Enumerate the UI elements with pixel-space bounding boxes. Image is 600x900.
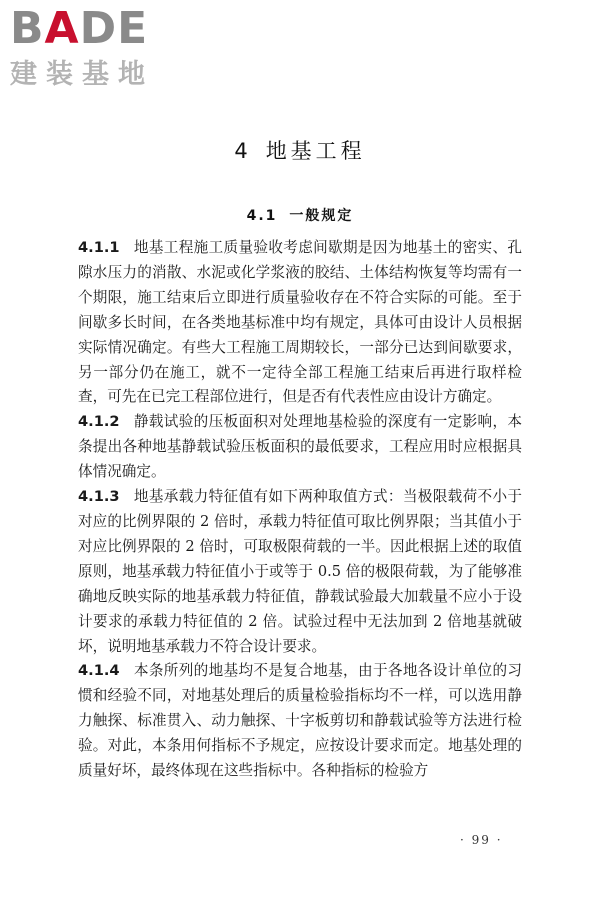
clause-text: 地基工程施工质量验收考虑间歇期是因为地基土的密实、孔隙水压力的消散、水泥或化学浆液的胶结、土体结构恢复等均需有一个期限，施工结束后立即进行质量验收存在不符合实际的可能。至于间歇多长时间，在各类地基标准中均有规定，具体可由设计人员根据实际情况确定。有些大工程施工周期较长，一部分已达到间歇要求，另一部分仍在施工，就不一定待全部工程施工结束后再进行取样检查，可先在已完工程部位进行，但是否有代表性应由设计方确定。: [78, 239, 522, 406]
logo-letters-de: DE: [79, 3, 149, 54]
section-number: 4.1: [246, 208, 278, 224]
clause-text: 地基承载力特征值有如下两种取值方式：当极限载荷不小于对应的比例界限的 2 倍时，承载力特征值可取比例界限；当其值小于对应比例界限的 2 倍时，可取极限荷载的一半。因此根据上述的取值原则，地基承载力特征值小于或等于 0.5 倍的极限荷载，为了能够准确地反映实际的地基承载力特征值，静载试验最大加载量不应小于设计要求的承载力特征值的 2 倍。试验过程中无法加到 2 倍地基就破坏，说明地基承载力不符合设计要求。: [78, 488, 522, 655]
bade-logo: [10, 3, 180, 101]
logo-letter-a: A: [44, 3, 80, 54]
clause-number: 4.1.2: [78, 413, 120, 431]
clause-4-1-2: [78, 410, 522, 485]
clause-4-1-3: [78, 485, 522, 659]
clause-text: 本条所列的地基均不是复合地基，由于各地各设计单位的习惯和经验不同，对地基处理后的质量检验指标均不一样，可以选用静力触探、标准贯入、动力触探、十字板剪切和静载试验等方法进行检验。对此，本条用何指标不予规定，应按设计要求而定。地基处理的质量好坏，最终体现在这些指标中。各种指标的检验方: [78, 662, 522, 780]
clause-4-1-1: [78, 236, 522, 410]
section-title-text: 一般规定: [289, 208, 354, 224]
chapter-number: 4: [234, 139, 252, 163]
clause-4-1-4: [78, 659, 522, 784]
clause-number: 4.1.4: [78, 662, 120, 680]
logo-subtitle: 建装基地: [10, 59, 154, 90]
body-text: [78, 236, 522, 784]
chapter-title-text: 地基工程: [265, 139, 366, 163]
clause-number: 4.1.1: [78, 239, 120, 256]
clause-text: 静载试验的压板面积对处理地基检验的深度有一定影响，本条提出各种地基静载试验压板面积的最低要求，工程应用时应根据具体情况确定。: [78, 413, 522, 481]
clause-number: 4.1.3: [78, 488, 120, 506]
section-title: [0, 205, 600, 225]
logo-letter-b: B: [10, 3, 45, 54]
page-number: · 99 ·: [460, 833, 503, 847]
logo-wordmark: [10, 3, 180, 54]
chapter-title: [0, 135, 600, 165]
